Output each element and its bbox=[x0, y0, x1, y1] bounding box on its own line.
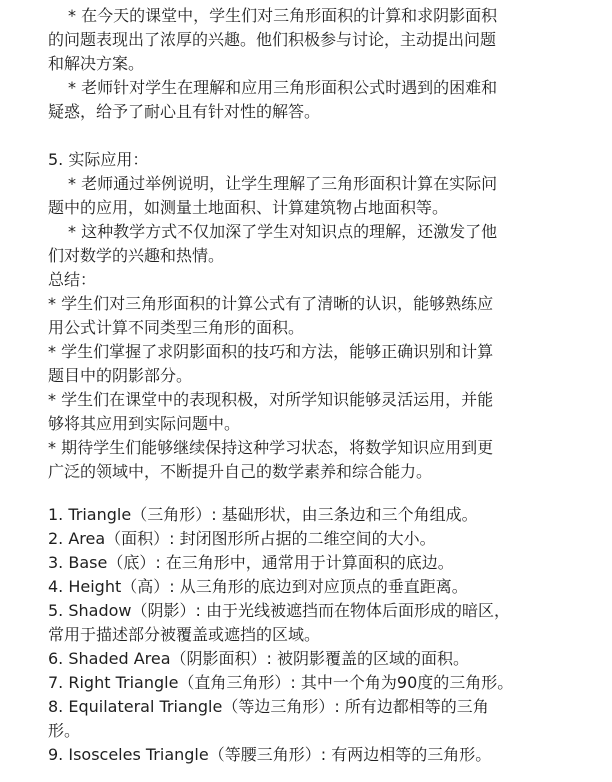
glossary-item-6: 6. Shaded Area（阴影面积）: 被阴影覆盖的区域的面积。 bbox=[48, 649, 469, 668]
application-p2-line2: 们对数学的兴趣和热情。 bbox=[48, 246, 225, 265]
summary-section bbox=[48, 268, 548, 484]
intro-p1-line2: 的问题表现出了浓厚的兴趣。他们积极参与讨论，主动提出问题 bbox=[48, 30, 497, 49]
glossary-section bbox=[48, 503, 548, 767]
application-p2-line1: * 这种教学方式不仅加深了学生对知识点的理解，还激发了他 bbox=[68, 222, 498, 241]
glossary-item-1: 1. Triangle（三角形）: 基础形状，由三条边和三个角组成。 bbox=[48, 505, 478, 524]
summary-item-3-line2: 够将其应用到实际问题中。 bbox=[48, 414, 241, 433]
summary-item-1-line2: 用公式计算不同类型三角形的面积。 bbox=[48, 318, 305, 337]
summary-item-2-line1: * 学生们掌握了求阴影面积的技巧和方法，能够正确识别和计算 bbox=[48, 342, 494, 361]
intro-p2-line1: * 老师针对学生在理解和应用三角形面积公式时遇到的困难和 bbox=[68, 78, 498, 97]
application-p1-line1: * 老师通过举例说明，让学生理解了三角形面积计算在实际问 bbox=[68, 174, 498, 193]
glossary-item-4: 4. Height（高）: 从三角形的底边到对应顶点的垂直距离。 bbox=[48, 577, 468, 596]
summary-item-4-line2: 广泛的领域中，不断提升自己的数学素养和综合能力。 bbox=[48, 462, 433, 481]
summary-item-3-line1: * 学生们在课堂中的表现积极，对所学知识能够灵活运用，并能 bbox=[48, 390, 494, 409]
intro-p2-line2: 疑惑，给予了耐心且有针对性的解答。 bbox=[48, 102, 321, 121]
glossary-item-8-line1: 8. Equilateral Triangle（等边三角形）: 所有边都相等的三角 bbox=[48, 697, 489, 716]
glossary-item-8-line2: 形。 bbox=[48, 721, 81, 740]
application-section bbox=[48, 148, 548, 268]
glossary-item-2: 2. Area（面积）: 封闭图形所占据的二维空间的大小。 bbox=[48, 529, 436, 548]
intro-section bbox=[48, 4, 548, 124]
glossary-item-5-line1: 5. Shadow（阴影）: 由于光线被遮挡而在物体后面形成的暗区， bbox=[48, 601, 510, 620]
glossary-item-3: 3. Base（底）: 在三角形中，通常用于计算面积的底边。 bbox=[48, 553, 454, 572]
glossary-item-9: 9. Isosceles Triangle（等腰三角形）: 有两边相等的三角形。 bbox=[48, 745, 492, 764]
glossary-item-5-line2: 常用于描述部分被覆盖或遮挡的区域。 bbox=[48, 625, 321, 644]
summary-item-2-line2: 题目中的阴影部分。 bbox=[48, 366, 193, 385]
intro-p1-line3: 和解决方案。 bbox=[48, 54, 145, 73]
summary-heading: 总结： bbox=[48, 270, 97, 289]
summary-item-4-line1: * 期待学生们能够继续保持这种学习状态，将数学知识应用到更 bbox=[48, 438, 494, 457]
summary-item-1-line1: * 学生们对三角形面积的计算公式有了清晰的认识，能够熟练应 bbox=[48, 294, 494, 313]
intro-p1-line1: * 在今天的课堂中，学生们对三角形面积的计算和求阴影面积 bbox=[68, 6, 498, 25]
glossary-item-7: 7. Right Triangle（直角三角形）: 其中一个角为90度的三角形。 bbox=[48, 673, 514, 692]
application-p1-line2: 题中的应用，如测量土地面积、计算建筑物占地面积等。 bbox=[48, 198, 449, 217]
application-heading: 5. 实际应用： bbox=[48, 150, 149, 169]
